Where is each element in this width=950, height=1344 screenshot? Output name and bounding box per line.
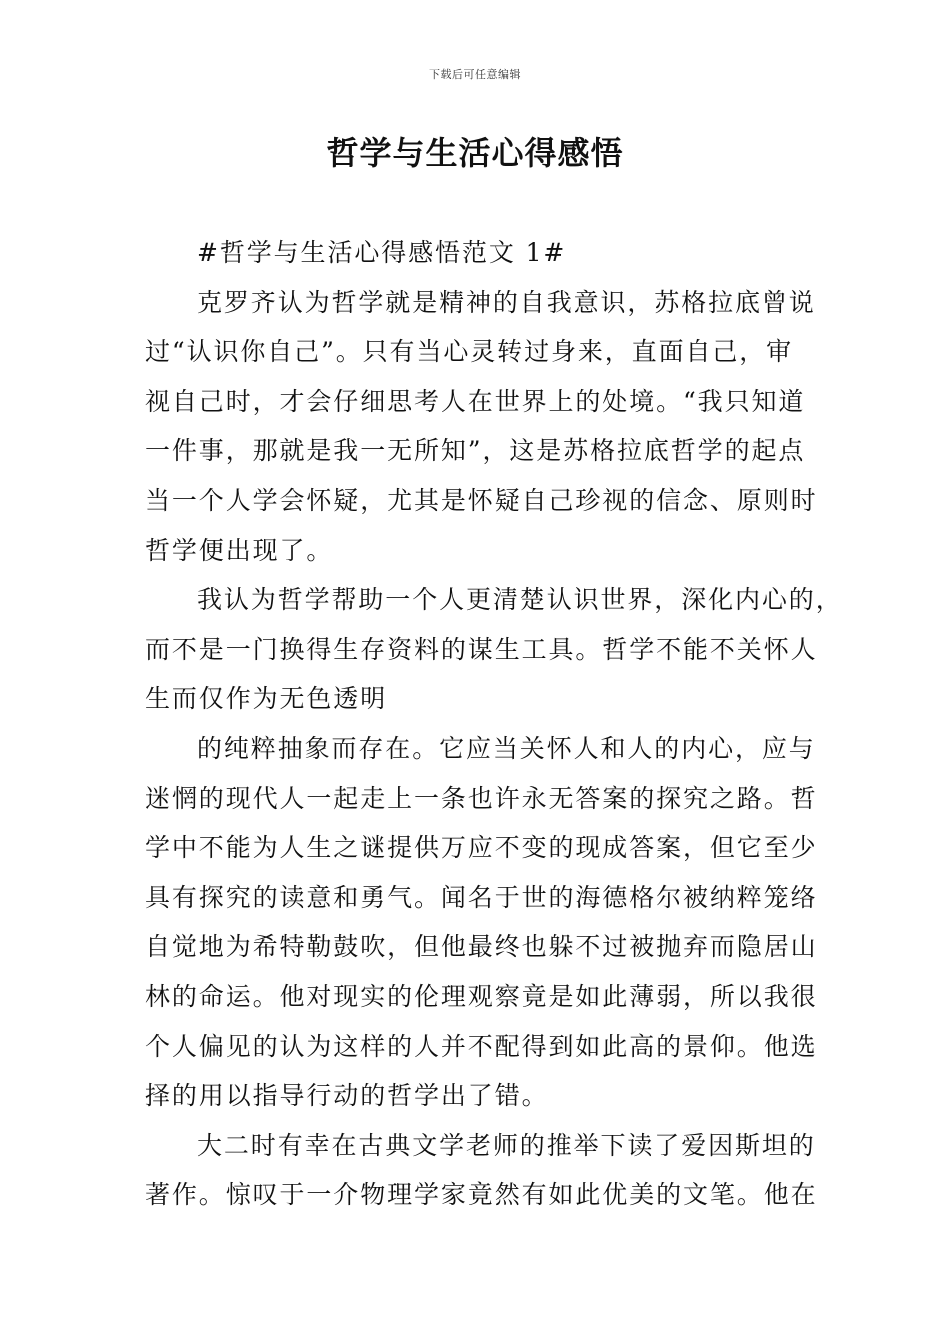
text-line: 择的用以指导行动的哲学出了错。 — [145, 1081, 549, 1111]
text-line: 克罗齐认为哲学就是精神的自我意识，苏格拉底曾说 — [197, 287, 816, 317]
text-line: 林的命运。他对现实的伦理观察竟是如此薄弱，所以我很 — [145, 981, 818, 1011]
text-line: 具有探究的读意和勇气。闻名于世的海德格尔被纳粹笼络 — [145, 882, 818, 912]
text-line: 过“认识你自己”。只有当心灵转过身来，直面自己，审 — [145, 337, 794, 367]
text-line: 自觉地为希特勒鼓吹，但他最终也躲不过被抛弃而隐居山 — [145, 932, 818, 962]
text-line: 生而仅作为无色透明 — [145, 684, 388, 714]
document-body — [145, 228, 843, 1220]
text-line: 我认为哲学帮助一个人更清楚认识世界，深化内心的， — [197, 585, 843, 615]
text-line: 大二时有幸在古典文学老师的推举下读了爱因斯坦的 — [197, 1130, 816, 1160]
text-line: 当一个人学会怀疑，尤其是怀疑自己珍视的信念、原则时 — [145, 485, 818, 515]
text-line: 而不是一门换得生存资料的谋生工具。哲学不能不关怀人 — [145, 634, 818, 664]
text-line: 一件事，那就是我一无所知”，这是苏格拉底哲学的起点 — [145, 436, 806, 466]
text-line: 个人偏见的认为这样的人并不配得到如此高的景仰。他选 — [145, 1031, 818, 1061]
document-title: 哲学与生活心得感悟 — [326, 134, 624, 172]
text-line: 的纯粹抽象而存在。它应当关怀人和人的内心，应与 — [197, 733, 816, 763]
text-line: 著作。惊叹于一介物理学家竟然有如此优美的文笔。他在 — [145, 1180, 818, 1210]
text-line: 哲学便出现了。 — [145, 535, 334, 565]
header-note: 下载后可任意编辑 — [429, 68, 521, 81]
text-line: 迷惘的现代人一起走上一条也许永无答案的探究之路。哲 — [145, 783, 818, 813]
text-line: #哲学与生活心得感悟范文 1# — [197, 238, 567, 267]
text-line: 学中不能为人生之谜提供万应不变的现成答案，但它至少 — [145, 833, 818, 863]
text-line: 视自己时，才会仔细思考人在世界上的处境。“我只知道 — [145, 386, 806, 416]
